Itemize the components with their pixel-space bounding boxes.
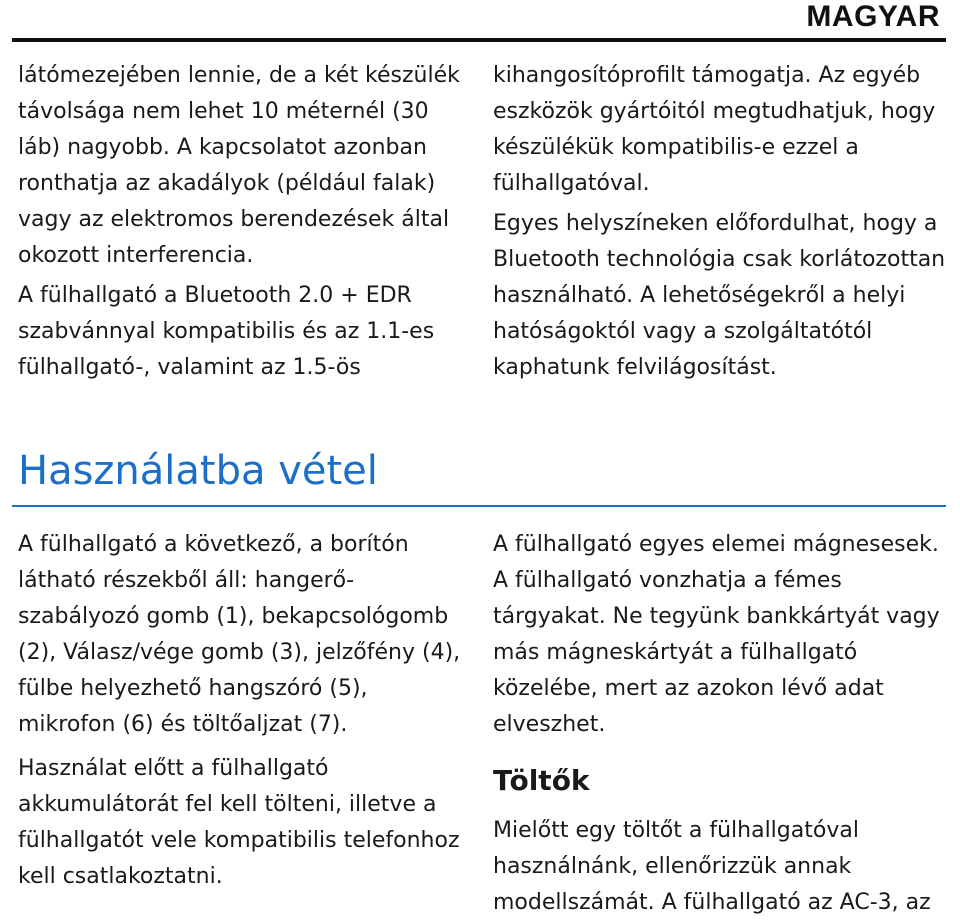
top-right-column: [493, 58, 948, 386]
paragraph: Egyes helyszíneken előfordulhat, hogy a Bluetooth technológia csak korlátozottan használható. A lehetőségekről a helyi hatóságoktól vagy a szolgáltatótól kaphatunk felvilágosítást.: [493, 211, 946, 380]
section-rule: [12, 505, 946, 507]
paragraph: A fülhallgató a Bluetooth 2.0 + EDR szabvánnyal kompatibilis és az 1.1-es fülhallgató-, valamint az 1.5-ös: [18, 283, 435, 380]
paragraph: látómezejében lennie, de a két készülék távolsága nem lehet 10 méternél (30 láb) nagyobb. A kapcsolatot azonban ronthatja az akadályok (például falak) vagy az elektromos berendezések által okozott interferencia.: [18, 63, 460, 268]
paragraph: Mielőtt egy töltőt a fülhallgatóval használnánk, ellenőrizzük annak modellszámát. A fülhallgató az AC-3, az: [493, 818, 931, 915]
paragraph: Használat előtt a fülhallgató akkumulátorát fel kell tölteni, illetve a fülhallgatót vele kompatibilis telefonhoz kell csatlakoztatni.: [18, 756, 460, 889]
bottom-left-column: [18, 527, 468, 895]
subheading: Töltők: [493, 764, 590, 797]
paragraph: A fülhallgató egyes elemei mágnesesek. A fülhallgató vonzhatja a fémes tárgyakat. Ne tegyünk bankkártyát vagy más mágneskártyát a fülhallgató közelébe, mert az azokon lévő adat elveszhet.: [493, 532, 940, 737]
page-language-header: MAGYAR: [806, 0, 940, 33]
paragraph: kihangosítóprofilt támogatja. Az egyéb eszközök gyártóitól megtudhatjuk, hogy készülékük kompatibilis-e ezzel a fülhallgatóval.: [493, 63, 936, 196]
top-left-column: [18, 58, 468, 386]
bottom-right-column: [493, 527, 948, 921]
header-rule: [12, 38, 946, 42]
section-title: Használatba vétel: [18, 448, 378, 494]
paragraph: A fülhallgató a következő, a borítón látható részekből áll: hangerő-szabályozó gomb (1), bekapcsológomb (2), Válasz/vége gomb (3), jelzőfény (4), fülbe helyezhető hangszóró (5), mikrofon (6) és töltőaljzat (7).: [18, 532, 461, 737]
